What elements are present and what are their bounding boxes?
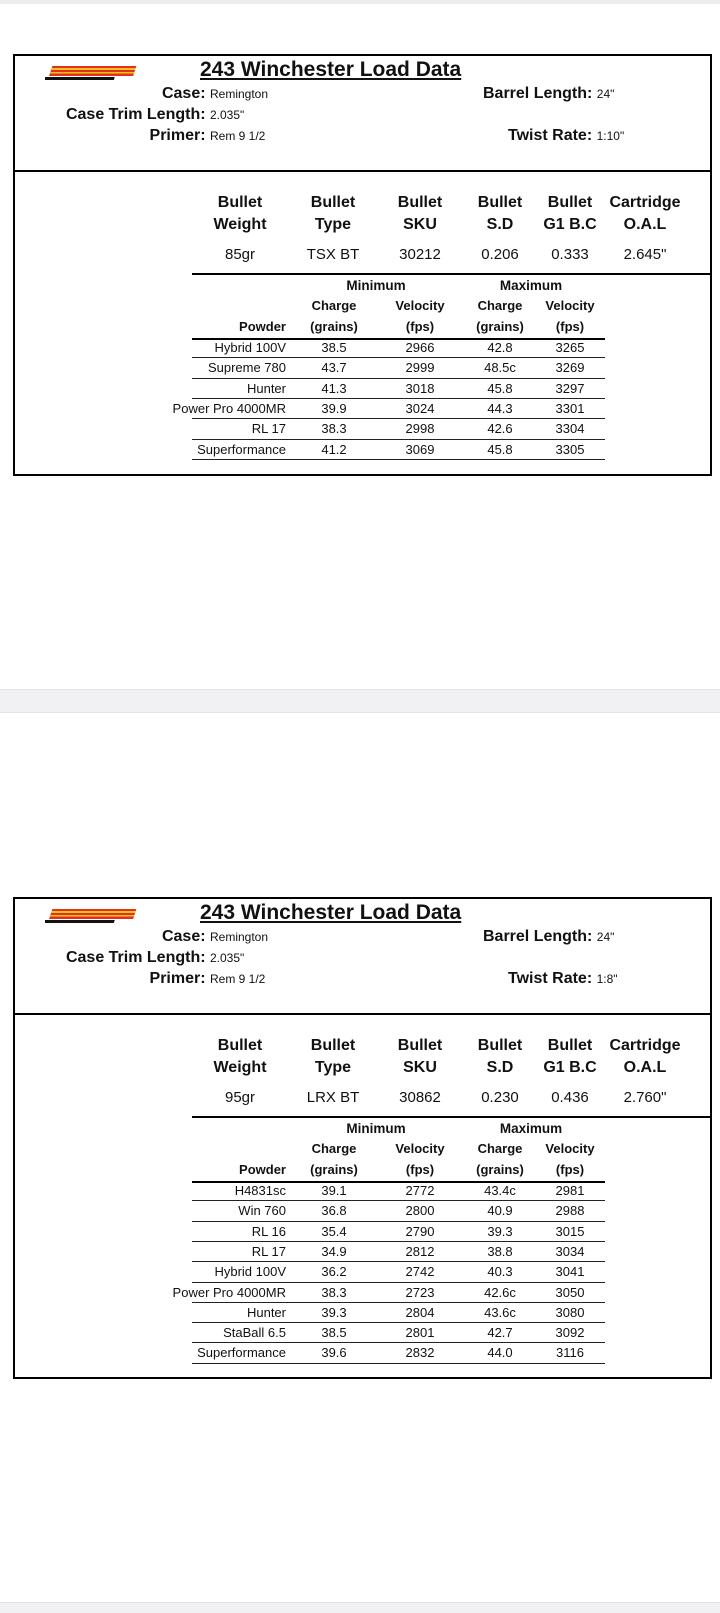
minimum-header: Minimum [346, 1121, 406, 1136]
bullet-header-line: SKU [403, 1059, 437, 1076]
subheader-velocity2: Velocity [545, 298, 595, 313]
bullet-header-line: Bullet [547, 194, 593, 211]
powder-name: RL 17 [251, 421, 286, 437]
bullet-header-line: Cartridge [609, 1037, 681, 1054]
load-value: 3092 [555, 1325, 585, 1341]
load-value: 41.2 [321, 441, 347, 457]
bullet-header-1 [288, 1035, 378, 1079]
page-break [0, 689, 720, 713]
load-value: 43.6c [484, 1304, 516, 1320]
load-value: 3015 [555, 1223, 585, 1239]
row-divider [192, 439, 605, 440]
load-value: 3269 [555, 360, 585, 376]
case-value: Remington [210, 930, 269, 944]
bullet-value-1: TSX BT [306, 246, 360, 263]
load-value: 39.6 [321, 1345, 347, 1361]
bullet-value-5: 2.645" [623, 246, 667, 263]
sheet-title: 243 Winchester Load Data [200, 58, 462, 81]
load-value: 3301 [555, 400, 585, 416]
load-value: 2772 [405, 1183, 435, 1198]
load-value: 2804 [405, 1304, 435, 1320]
bullet-divider [192, 1116, 710, 1118]
row-divider [192, 1322, 605, 1323]
load-value: 2812 [405, 1243, 435, 1259]
bullet-header-line: Bullet [397, 194, 443, 211]
load-value: 2723 [405, 1284, 435, 1300]
load-value: 42.6c [484, 1284, 516, 1300]
load-value: 42.7 [487, 1325, 513, 1341]
load-data-sheet-2 [13, 897, 712, 1379]
bullet-value-4: 0.333 [551, 246, 589, 263]
bullet-header-line: Bullet [310, 194, 356, 211]
powder-name: Superformance [197, 441, 286, 457]
bullet-header-1 [288, 192, 378, 236]
row-divider [192, 1282, 605, 1283]
load-value: 38.8 [487, 1243, 513, 1259]
row-divider [192, 1200, 605, 1201]
powder-name: RL 16 [251, 1223, 286, 1239]
load-value: 2966 [405, 340, 435, 355]
powder-name: Power Pro 4000MR [172, 400, 286, 416]
load-value: 44.0 [487, 1345, 513, 1361]
bullet-header-line: Cartridge [609, 194, 681, 211]
load-value: 36.2 [321, 1264, 347, 1280]
load-value: 3265 [555, 340, 585, 355]
barrel-length-label: Barrel Length: 24" [483, 85, 615, 102]
maximum-header: Maximum [499, 1121, 563, 1136]
bullet-header-line: Bullet [477, 194, 523, 211]
load-value: 48.5c [484, 360, 516, 376]
load-value: 3018 [405, 380, 435, 396]
subheader-fps1: (fps) [405, 319, 435, 334]
load-value: 43.4c [484, 1183, 516, 1198]
subheader-charge1: Charge [311, 1141, 357, 1156]
load-value: 38.5 [321, 1325, 347, 1341]
barrel-length-value: 24" [596, 87, 615, 101]
powder-name: Power Pro 4000MR [172, 1284, 286, 1300]
bullet-header-2 [375, 1035, 465, 1079]
twist-rate-value: 1:8" [596, 972, 618, 986]
row-divider [192, 459, 605, 460]
subheader-grains2: (grains) [476, 319, 524, 334]
row-divider [192, 1342, 605, 1343]
load-value: 39.1 [321, 1183, 347, 1198]
bullet-header-2 [375, 192, 465, 236]
primer-value: Rem 9 1/2 [210, 972, 266, 986]
load-value: 39.3 [487, 1223, 513, 1239]
powder-header: Powder [239, 1162, 286, 1177]
powder-name: Superformance [197, 1345, 286, 1361]
load-value: 2790 [405, 1223, 435, 1239]
powder-name: Supreme 780 [207, 360, 286, 376]
load-value: 39.3 [321, 1304, 347, 1320]
case-trim-value: 2.035" [210, 951, 245, 965]
barnes-logo-icon [45, 64, 141, 82]
minimum-header: Minimum [346, 278, 406, 293]
bullet-header-line: O.A.L [623, 1059, 667, 1076]
load-value: 43.7 [321, 360, 347, 376]
maximum-header: Maximum [499, 278, 563, 293]
load-value: 2801 [405, 1325, 435, 1341]
powder-name: StaBall 6.5 [223, 1325, 286, 1341]
primer-label: Primer: Rem 9 1/2 [150, 127, 270, 145]
bullet-header-line: S.D [486, 216, 514, 233]
load-value: 39.9 [321, 400, 347, 416]
load-value: 3305 [555, 441, 585, 457]
subheader-grains1: (grains) [310, 319, 358, 334]
bullet-header-line: O.A.L [623, 216, 667, 233]
subheader-velocity1: Velocity [395, 298, 445, 313]
bullet-header-5 [600, 1035, 690, 1079]
load-value: 40.3 [487, 1264, 513, 1280]
load-value: 3024 [405, 400, 435, 416]
case-value: Remington [210, 87, 269, 101]
load-value: 36.8 [321, 1203, 347, 1219]
case-trim-value: 2.035" [210, 108, 245, 122]
bullet-header-line: Bullet [477, 1037, 523, 1054]
load-value: 38.5 [321, 340, 347, 355]
bullet-value-0: 85gr [224, 246, 256, 263]
bullet-header-line: Bullet [397, 1037, 443, 1054]
row-divider [192, 1363, 605, 1364]
bullet-value-0: 95gr [224, 1089, 256, 1106]
load-value: 34.9 [321, 1243, 347, 1259]
twist-rate-label: Twist Rate: 1:8" [508, 970, 618, 987]
bullet-header-5 [600, 192, 690, 236]
load-value: 44.3 [487, 400, 513, 416]
bullet-header-line: G1 B.C [543, 216, 597, 233]
load-value: 3050 [555, 1284, 585, 1300]
powder-name: Win 760 [238, 1203, 286, 1219]
case-label: Case: Remington [161, 928, 269, 945]
load-value: 45.8 [487, 380, 513, 396]
primer-label: Primer: Rem 9 1/2 [150, 970, 270, 988]
bullet-header-line: SKU [403, 216, 437, 233]
bullet-value-4: 0.436 [551, 1089, 589, 1106]
bullet-value-2: 30862 [399, 1089, 441, 1106]
load-value: 2999 [405, 360, 435, 376]
powder-header: Powder [239, 319, 286, 334]
bullet-divider [192, 273, 710, 275]
row-divider [192, 418, 605, 419]
load-value: 45.8 [487, 441, 513, 457]
primer-value: Rem 9 1/2 [210, 129, 266, 143]
load-value: 3116 [556, 1345, 584, 1361]
load-data-sheet-1 [13, 54, 712, 476]
subheader-charge2: Charge [477, 1141, 523, 1156]
row-divider [192, 1302, 605, 1303]
bullet-value-1: LRX BT [306, 1089, 360, 1106]
load-value: 3041 [555, 1264, 585, 1280]
page-top-edge [0, 0, 720, 4]
bullet-header-line: Weight [213, 216, 267, 233]
bullet-header-line: Type [314, 1059, 352, 1076]
bullet-value-3: 0.230 [481, 1089, 519, 1106]
load-value: 3069 [405, 441, 435, 457]
load-value: 3034 [555, 1243, 585, 1259]
bullet-header-line: G1 B.C [543, 1059, 597, 1076]
case-trim-label: Case Trim Length: 2.035" [66, 949, 270, 967]
load-value: 38.3 [321, 1284, 347, 1300]
load-value: 2988 [555, 1203, 585, 1219]
powder-name: Hunter [246, 380, 286, 396]
twist-rate-label: Twist Rate: 1:10" [508, 127, 625, 144]
load-value: 42.8 [487, 340, 513, 355]
powder-name: RL 17 [251, 1243, 286, 1259]
load-value: 2832 [405, 1345, 435, 1361]
row-divider [192, 1241, 605, 1242]
subheader-velocity2: Velocity [545, 1141, 595, 1156]
powder-name: H4831sc [234, 1183, 286, 1198]
barrel-length-label: Barrel Length: 24" [483, 928, 615, 945]
subheader-grains2: (grains) [476, 1162, 524, 1177]
load-value: 40.9 [487, 1203, 513, 1219]
bullet-value-2: 30212 [399, 246, 441, 263]
row-divider [192, 357, 605, 358]
load-value: 38.3 [321, 421, 347, 437]
load-value: 41.3 [321, 380, 347, 396]
bullet-header-0 [195, 1035, 285, 1079]
barrel-length-value: 24" [596, 930, 615, 944]
bullet-header-line: S.D [486, 1059, 514, 1076]
bullet-header-line: Bullet [547, 1037, 593, 1054]
sheet-header [15, 899, 710, 1015]
load-value: 35.4 [321, 1223, 347, 1239]
bullet-header-line: Bullet [310, 1037, 356, 1054]
load-value: 2998 [405, 421, 435, 437]
load-value: 2800 [405, 1203, 435, 1219]
subheader-charge2: Charge [477, 298, 523, 313]
powder-name: Hybrid 100V [214, 1264, 286, 1280]
bullet-header-line: Weight [213, 1059, 267, 1076]
case-trim-label: Case Trim Length: 2.035" [66, 106, 270, 124]
subheader-fps2: (fps) [555, 1162, 585, 1177]
load-value: 2742 [405, 1264, 435, 1280]
row-divider [192, 1221, 605, 1222]
sheet-title: 243 Winchester Load Data [200, 901, 462, 924]
subheader-fps1: (fps) [405, 1162, 435, 1177]
powder-name: Hunter [246, 1304, 286, 1320]
bullet-value-5: 2.760" [623, 1089, 667, 1106]
row-divider [192, 1261, 605, 1262]
load-value: 3297 [555, 380, 585, 396]
row-divider [192, 398, 605, 399]
powder-name: Hybrid 100V [214, 340, 286, 355]
barnes-logo-icon [45, 907, 141, 925]
bullet-header-line: Bullet [217, 1037, 263, 1054]
subheader-grains1: (grains) [310, 1162, 358, 1177]
sheet-header [15, 56, 710, 172]
page-bottom-edge [0, 1602, 720, 1613]
bullet-header-line: Type [314, 216, 352, 233]
load-value: 42.6 [487, 421, 513, 437]
row-divider [192, 378, 605, 379]
subheader-velocity1: Velocity [395, 1141, 445, 1156]
case-label: Case: Remington [161, 85, 269, 102]
bullet-value-3: 0.206 [481, 246, 519, 263]
load-value: 2981 [555, 1183, 585, 1198]
bullet-header-line: Bullet [217, 194, 263, 211]
subheader-fps2: (fps) [555, 319, 585, 334]
load-value: 3080 [555, 1304, 585, 1320]
bullet-header-0 [195, 192, 285, 236]
twist-rate-value: 1:10" [596, 129, 625, 143]
load-value: 3304 [555, 421, 585, 437]
subheader-charge1: Charge [311, 298, 357, 313]
